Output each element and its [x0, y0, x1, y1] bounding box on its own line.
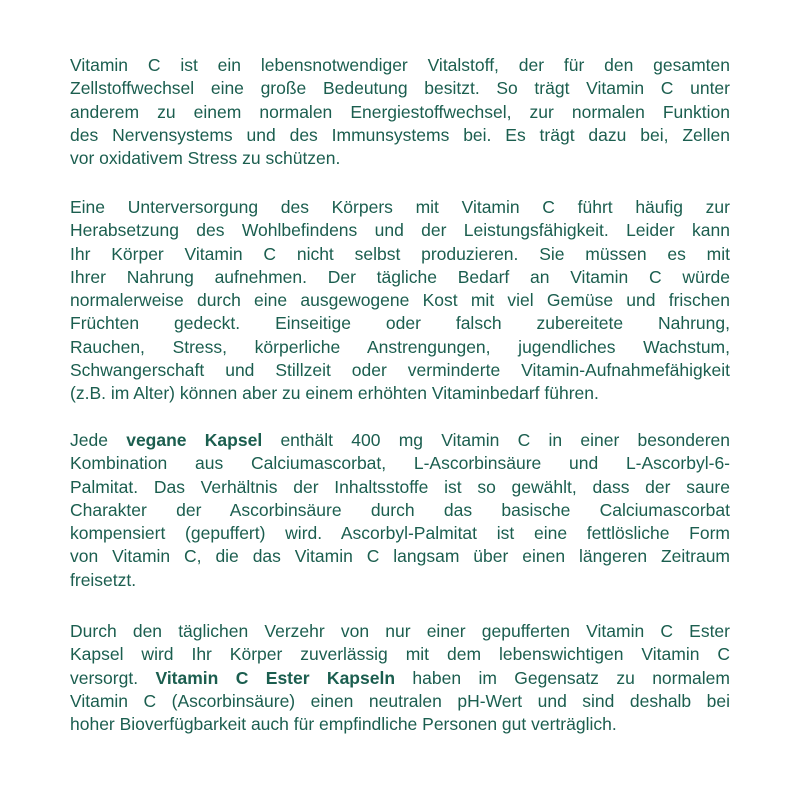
text-line: [70, 147, 730, 170]
text-line: [70, 476, 730, 499]
paragraph-4: [70, 620, 730, 736]
text-line: [70, 101, 730, 124]
text-segment: Kapsel wird Ihr Körper zuverlässig mit dem lebenswichtigen Vitamin C: [70, 644, 730, 665]
text-line: [70, 643, 730, 666]
text-segment: Rauchen, Stress, körperliche Anstrengungen, jugendliches Wachstum,: [70, 336, 730, 357]
text-line: [70, 219, 730, 242]
paragraph-2: [70, 196, 730, 406]
text-line: [70, 452, 730, 475]
text-segment: versorgt.: [70, 667, 156, 688]
text-segment: enthält 400 mg Vitamin C in einer besonderen: [262, 430, 730, 450]
text-segment: anderem zu einem normalen Energiestoffwechsel, zur normalen Funktion: [70, 101, 730, 122]
text-segment: kompensiert (gepuffert) wird. Ascorbyl-Palmitat ist eine fettlösliche Form: [70, 523, 730, 544]
text-segment: Vitamin C (Ascorbinsäure) einen neutralen pH-Wert und sind deshalb bei: [70, 690, 730, 711]
text-line: [70, 124, 730, 147]
bold-text: Vitamin C Ester Kapseln: [155, 667, 396, 688]
text-line: [70, 289, 730, 312]
text-line: [70, 243, 730, 266]
text-line: [70, 312, 730, 335]
text-line: [70, 429, 730, 452]
text-segment: vor oxidativem Stress zu schützen.: [70, 148, 341, 169]
text-line: [70, 522, 730, 545]
text-line: [70, 713, 730, 736]
text-segment: von Vitamin C, die das Vitamin C langsam über einen längeren Zeitraum: [70, 546, 730, 567]
text-segment: Schwangerschaft und Stillzeit oder verminderte Vitamin-Aufnahmefähigkeit: [70, 360, 730, 381]
text-segment: hoher Bioverfügbarkeit auch für empfindliche Personen gut verträglich.: [70, 714, 617, 735]
paragraph-1: [70, 54, 730, 170]
text-segment: Kombination aus Calciumascorbat, L-Ascorbinsäure und L-Ascorbyl-6-: [70, 453, 730, 474]
text-line: [70, 77, 730, 100]
text-segment: Durch den täglichen Verzehr von nur einer gepufferten Vitamin C Ester: [70, 621, 730, 641]
paragraph-3: [70, 429, 730, 592]
text-line: [70, 499, 730, 522]
text-segment: Eine Unterversorgung des Körpers mit Vitamin C führt häufig zur: [70, 197, 730, 217]
text-segment: Früchten gedeckt. Einseitige oder falsch zubereitete Nahrung,: [70, 313, 730, 334]
text-line: [70, 359, 730, 382]
text-segment: Palmitat. Das Verhältnis der Inhaltsstoffe ist so gewählt, dass der saure: [70, 476, 730, 497]
text-segment: haben im Gegensatz zu normalem: [395, 667, 730, 688]
text-line: [70, 620, 730, 643]
text-segment: Charakter der Ascorbinsäure durch das basische Calciumascorbat: [70, 499, 730, 520]
text-segment: des Nervensystems und des Immunsystems bei. Es trägt dazu bei, Zellen: [70, 124, 730, 145]
text-line: [70, 667, 730, 690]
text-segment: freisetzt.: [70, 569, 137, 590]
text-segment: Herabsetzung des Wohlbefindens und der Leistungsfähigkeit. Leider kann: [70, 220, 730, 241]
text-segment: (z.B. im Alter) können aber zu einem erhöhten Vitaminbedarf führen.: [70, 383, 599, 404]
text-segment: normalerweise durch eine ausgewogene Kost mit viel Gemüse und frischen: [70, 290, 730, 311]
text-line: [70, 196, 730, 219]
bold-text: vegane Kapsel: [126, 430, 263, 450]
text-line: [70, 54, 730, 77]
text-segment: Vitamin C ist ein lebensnotwendiger Vitalstoff, der für den gesamten: [70, 55, 730, 75]
text-line: [70, 545, 730, 568]
text-segment: Ihr Körper Vitamin C nicht selbst produzieren. Sie müssen es mit: [70, 243, 730, 264]
text-line: [70, 382, 730, 405]
text-line: [70, 690, 730, 713]
text-line: [70, 266, 730, 289]
text-segment: Ihrer Nahrung aufnehmen. Der tägliche Bedarf an Vitamin C würde: [70, 266, 730, 287]
text-segment: Zellstoffwechsel eine große Bedeutung besitzt. So trägt Vitamin C unter: [70, 78, 730, 99]
text-segment: Jede: [70, 430, 127, 450]
text-line: [70, 569, 730, 592]
text-line: [70, 336, 730, 359]
